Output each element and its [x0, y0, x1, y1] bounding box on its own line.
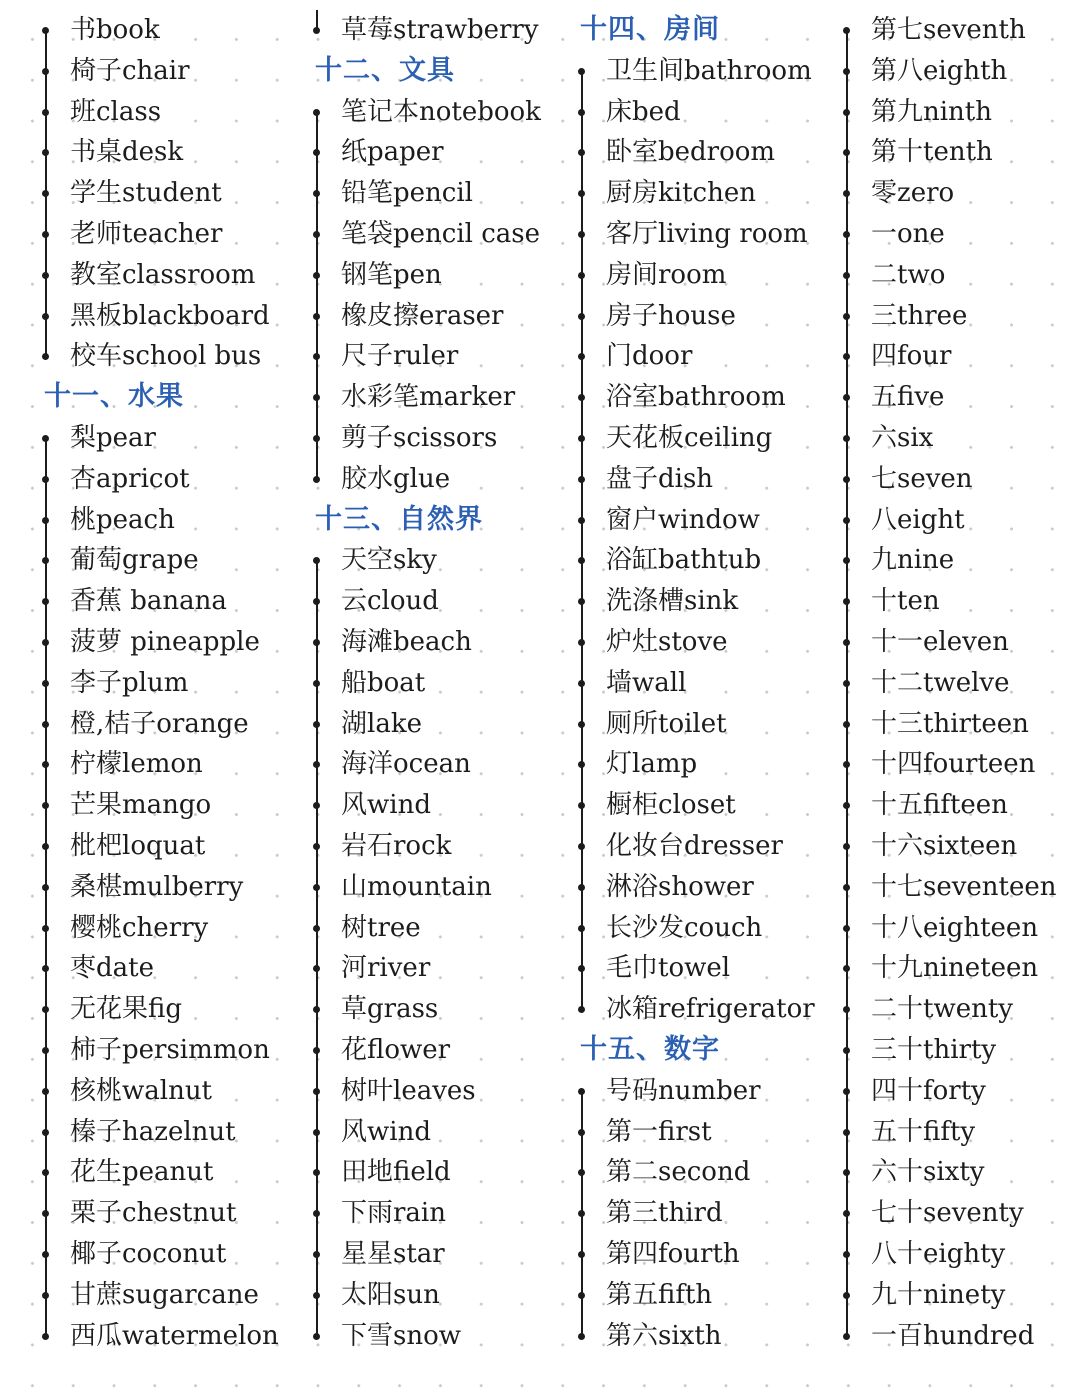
vocab-item: 船boat: [315, 663, 565, 704]
vocab-item: 十二twelve: [845, 663, 1075, 704]
vocab-item: 太阳sun: [315, 1275, 565, 1316]
vocab-item: 第一first: [580, 1112, 830, 1153]
vocab-item: 风wind: [315, 785, 565, 826]
vocab-item: 门door: [580, 336, 830, 377]
vocab-item: 榛子hazelnut: [44, 1112, 294, 1153]
vocab-item: 梨pear: [44, 418, 294, 459]
vocab-item: 黑板blackboard: [44, 296, 294, 337]
vocab-item: 卧室bedroom: [580, 132, 830, 173]
vocab-item: 三three: [845, 296, 1075, 337]
vocab-item: 卫生间bathroom: [580, 51, 830, 92]
vocab-item: 七十seventy: [845, 1193, 1075, 1234]
vocab-item: 书桌desk: [44, 132, 294, 173]
vocab-item: 化妆台dresser: [580, 826, 830, 867]
vocab-item: 甘蔗sugarcane: [44, 1275, 294, 1316]
section-heading: 十五、数字: [580, 1033, 720, 1065]
vocabulary-column-2: [315, 10, 565, 1356]
vocab-item: 零zero: [845, 173, 1075, 214]
vocab-item: 菠萝 pineapple: [44, 622, 294, 663]
vocab-item: 厨房kitchen: [580, 173, 830, 214]
vocab-item: 柿子persimmon: [44, 1030, 294, 1071]
vocab-item: 十八eighteen: [845, 908, 1075, 949]
vocab-item: 香蕉 banana: [44, 581, 294, 622]
vocab-item: 号码number: [580, 1071, 830, 1112]
vocab-item: 十九nineteen: [845, 948, 1075, 989]
vocab-item: 芒果mango: [44, 785, 294, 826]
vocab-item: 笔记本notebook: [315, 92, 565, 133]
vocab-item: 风wind: [315, 1112, 565, 1153]
vocab-item: 杏apricot: [44, 459, 294, 500]
vocab-item: 枣date: [44, 948, 294, 989]
vocab-item: 树tree: [315, 908, 565, 949]
section-heading: 十二、文具: [315, 54, 455, 86]
vocab-item: 十七seventeen: [845, 867, 1075, 908]
vocab-item: 胶水glue: [315, 459, 565, 500]
vocab-item: 十四fourteen: [845, 744, 1075, 785]
vocab-item: 学生student: [44, 173, 294, 214]
vocab-item: 第六sixth: [580, 1316, 830, 1357]
vocab-item: 第三third: [580, 1193, 830, 1234]
vocabulary-column-4: [845, 10, 1075, 1356]
vocab-item: 草莓strawberry: [315, 10, 565, 51]
vocab-item: 海滩beach: [315, 622, 565, 663]
vocab-item: 田地field: [315, 1152, 565, 1193]
vocab-item: 十五fifteen: [845, 785, 1075, 826]
vocab-item: 桃peach: [44, 500, 294, 541]
vocab-item: 无花果fig: [44, 989, 294, 1030]
vocab-item: 桑椹mulberry: [44, 867, 294, 908]
vocab-item: 厕所toilet: [580, 704, 830, 745]
vocab-item: 西瓜watermelon: [44, 1316, 294, 1357]
vocab-item: 窗户window: [580, 500, 830, 541]
vocab-item: 天花板ceiling: [580, 418, 830, 459]
vocab-item: 树叶leaves: [315, 1071, 565, 1112]
vocab-item: 岩石rock: [315, 826, 565, 867]
vocab-item: 第七seventh: [845, 10, 1075, 51]
vocab-item: 剪子scissors: [315, 418, 565, 459]
vocab-item: 水彩笔marker: [315, 377, 565, 418]
vocab-item: 六十sixty: [845, 1152, 1075, 1193]
vocab-item: 山mountain: [315, 867, 565, 908]
vocab-item: 花生peanut: [44, 1152, 294, 1193]
vocab-item: 云cloud: [315, 581, 565, 622]
vocab-item: 老师teacher: [44, 214, 294, 255]
vocab-item: 下雪snow: [315, 1316, 565, 1357]
vocab-item: 九nine: [845, 540, 1075, 581]
vocab-item: 橙,桔子orange: [44, 704, 294, 745]
vocab-item: 九十ninety: [845, 1275, 1075, 1316]
vocab-item: 草grass: [315, 989, 565, 1030]
vocab-item: 灯lamp: [580, 744, 830, 785]
vocab-item: 第十tenth: [845, 132, 1075, 173]
vocab-item: 淋浴shower: [580, 867, 830, 908]
vocab-item: 第五fifth: [580, 1275, 830, 1316]
vocab-item: 一百hundred: [845, 1316, 1075, 1357]
vocab-item: 第九ninth: [845, 92, 1075, 133]
vocab-item: 三十thirty: [845, 1030, 1075, 1071]
vocab-item: 纸paper: [315, 132, 565, 173]
vocab-item: 天空sky: [315, 540, 565, 581]
vocab-item: 盘子dish: [580, 459, 830, 500]
vocab-item: 花flower: [315, 1030, 565, 1071]
vocab-item: 洗涤槽sink: [580, 581, 830, 622]
vocab-item: 栗子chestnut: [44, 1193, 294, 1234]
vocab-item: 第四fourth: [580, 1234, 830, 1275]
vocab-item: 八十eighty: [845, 1234, 1075, 1275]
vocab-item: 铅笔pencil: [315, 173, 565, 214]
vocab-item: 李子plum: [44, 663, 294, 704]
vocab-item: 房子house: [580, 296, 830, 337]
vocab-item: 浴缸bathtub: [580, 540, 830, 581]
vocab-item: 河river: [315, 948, 565, 989]
section-heading: 十一、水果: [44, 381, 184, 413]
vocab-item: 十ten: [845, 581, 1075, 622]
vocab-item: 笔袋pencil case: [315, 214, 565, 255]
vocab-item: 房间room: [580, 255, 830, 296]
vocabulary-column-3: [580, 10, 830, 1356]
vocab-item: 一one: [845, 214, 1075, 255]
vocab-item: 长沙发couch: [580, 908, 830, 949]
vocab-item: 四four: [845, 336, 1075, 377]
vocab-item: 六six: [845, 418, 1075, 459]
vocab-item: 第二second: [580, 1152, 830, 1193]
vocab-item: 二two: [845, 255, 1075, 296]
vocab-item: 椅子chair: [44, 51, 294, 92]
vocab-item: 炉灶stove: [580, 622, 830, 663]
vocab-item: 客厅living room: [580, 214, 830, 255]
vocab-item: 柠檬lemon: [44, 744, 294, 785]
vocab-item: 五five: [845, 377, 1075, 418]
vocab-item: 第八eighth: [845, 51, 1075, 92]
vocab-item: 班class: [44, 92, 294, 133]
vocab-item: 星星star: [315, 1234, 565, 1275]
section-heading: 十四、房间: [580, 14, 720, 45]
vocab-item: 橡皮擦eraser: [315, 296, 565, 337]
vocab-item: 十一eleven: [845, 622, 1075, 663]
vocab-item: 钢笔pen: [315, 255, 565, 296]
vocab-item: 教室classroom: [44, 255, 294, 296]
vocab-item: 枇杷loquat: [44, 826, 294, 867]
vocab-item: 十六sixteen: [845, 826, 1075, 867]
vocab-item: 海洋ocean: [315, 744, 565, 785]
vocab-item: 四十forty: [845, 1071, 1075, 1112]
vocab-item: 校车school bus: [44, 336, 294, 377]
vocab-item: 橱柜closet: [580, 785, 830, 826]
vocab-item: 毛巾towel: [580, 948, 830, 989]
vocab-item: 下雨rain: [315, 1193, 565, 1234]
vocab-item: 二十twenty: [845, 989, 1075, 1030]
vocabulary-column-1: [44, 10, 294, 1356]
vocab-item: 七seven: [845, 459, 1075, 500]
vocab-item: 核桃walnut: [44, 1071, 294, 1112]
vocab-item: 冰箱refrigerator: [580, 989, 830, 1030]
vocab-item: 湖lake: [315, 704, 565, 745]
vocab-item: 十三thirteen: [845, 704, 1075, 745]
vocab-item: 浴室bathroom: [580, 377, 830, 418]
vocab-item: 樱桃cherry: [44, 908, 294, 949]
section-heading: 十三、自然界: [315, 503, 483, 535]
vocab-item: 尺子ruler: [315, 336, 565, 377]
vocab-item: 葡萄grape: [44, 540, 294, 581]
vocab-item: 床bed: [580, 92, 830, 133]
vocab-item: 五十fifty: [845, 1112, 1075, 1153]
vocab-item: 墙wall: [580, 663, 830, 704]
vocab-item: 书book: [44, 10, 294, 51]
vocab-item: 八eight: [845, 500, 1075, 541]
vocabulary-page: [0, 10, 1080, 1398]
vocab-item: 椰子coconut: [44, 1234, 294, 1275]
